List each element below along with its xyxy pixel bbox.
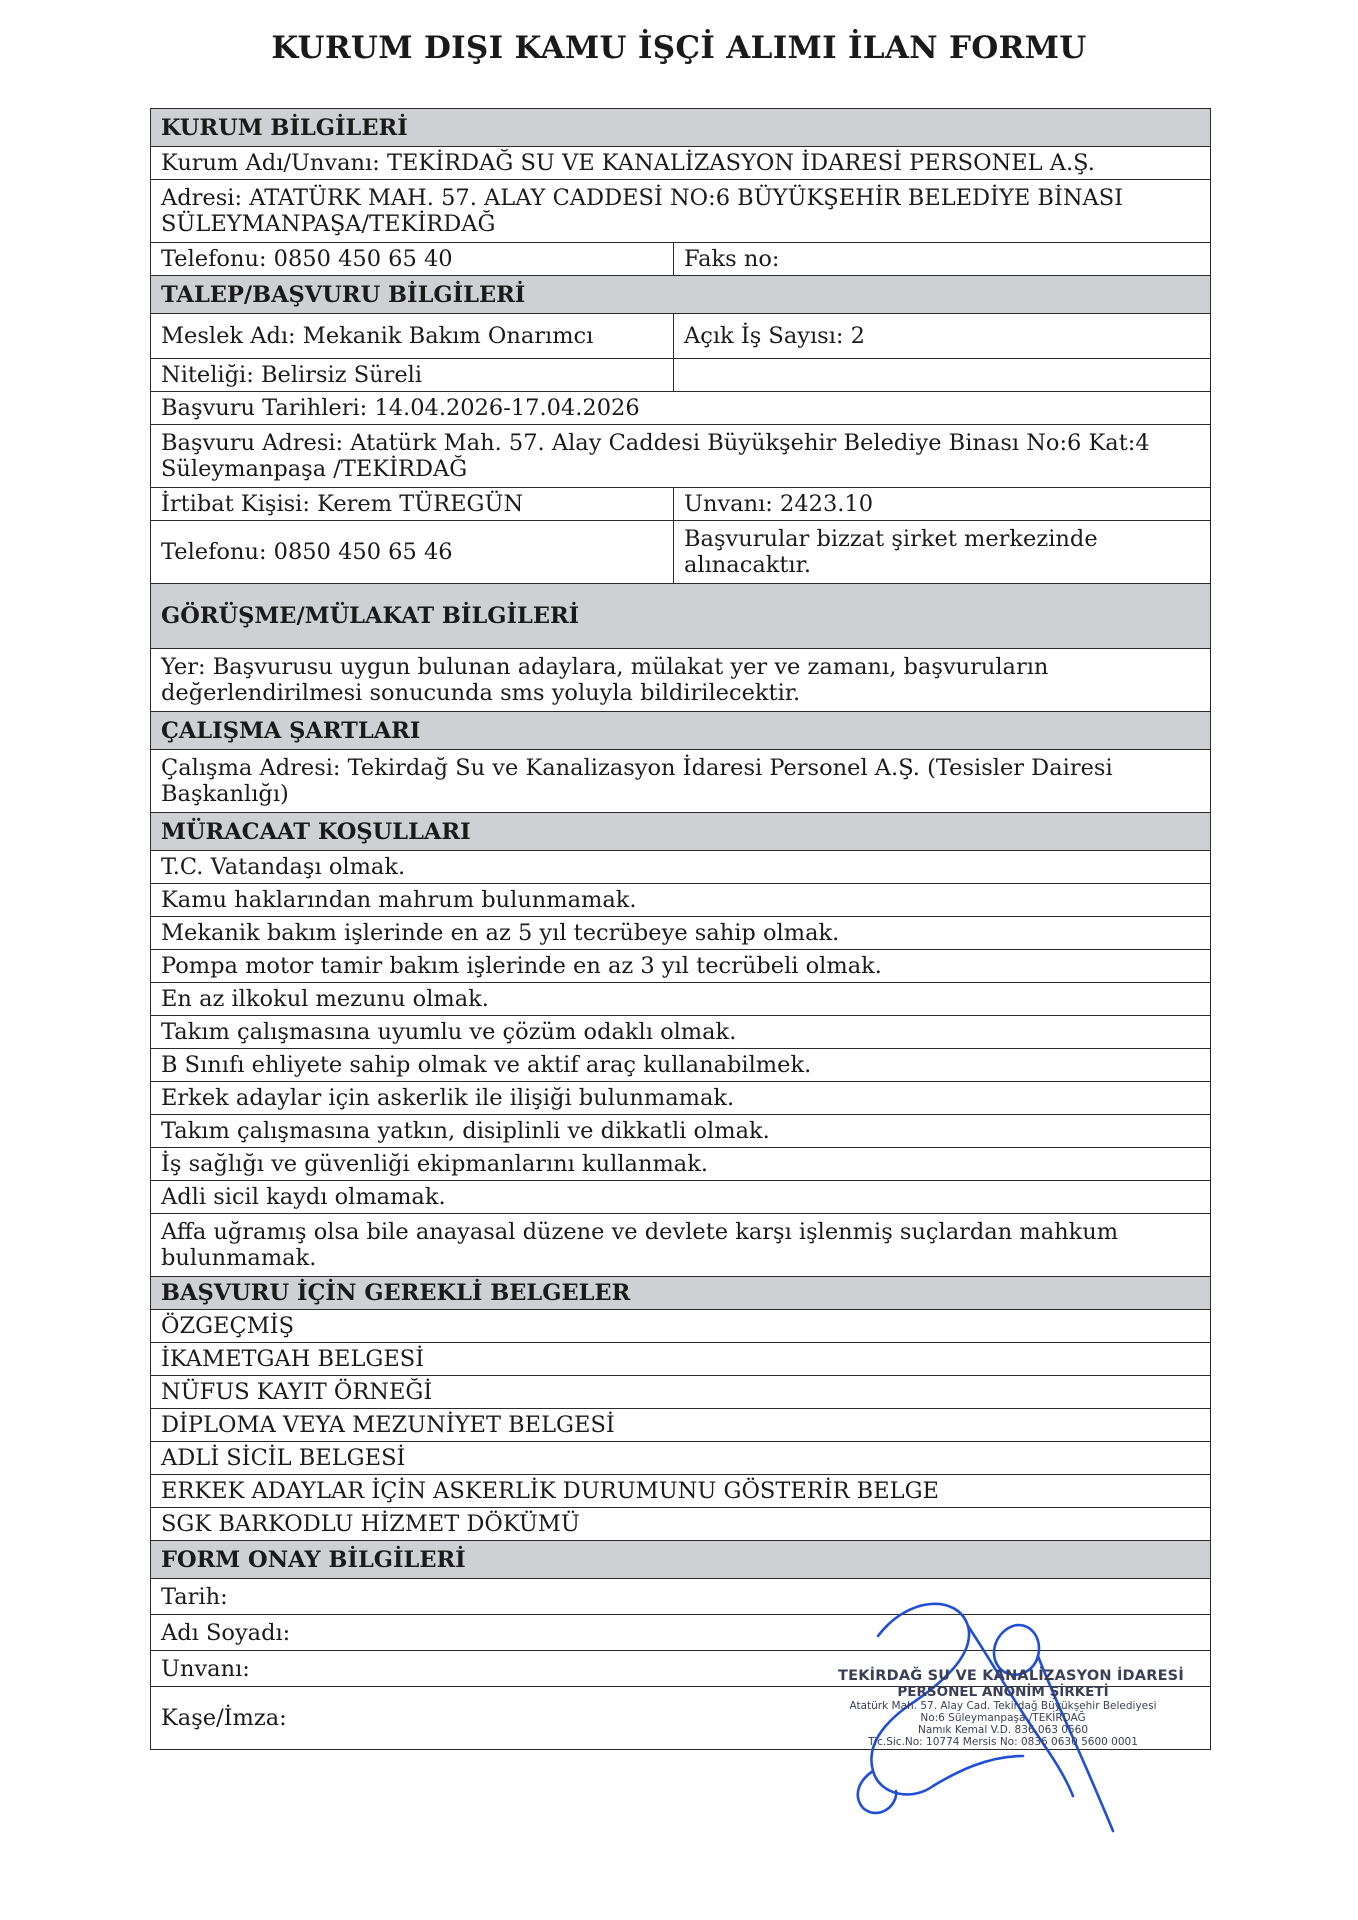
muracaat-item: Takım çalışmasına uyumlu ve çözüm odaklı olmak. [151, 1016, 1211, 1049]
section-header-calisma: ÇALIŞMA ŞARTLARI [151, 712, 1211, 750]
section-header-belgeler: BAŞVURU İÇİN GEREKLİ BELGELER [151, 1277, 1211, 1310]
kurum-address: Adresi: ATATÜRK MAH. 57. ALAY CADDESİ NO:6 BÜYÜKŞEHİR BELEDİYE BİNASI SÜLEYMANPAŞA/TEKİRDAĞ [151, 180, 1211, 243]
section-header-kurum: KURUM BİLGİLERİ [151, 109, 1211, 147]
stamp-line-6: Tic.Sic.No: 10774 Mersis No: 0836 0630 5600 0001 [868, 1736, 1138, 1748]
belge-item: NÜFUS KAYIT ÖRNEĞİ [151, 1376, 1211, 1409]
belge-item: DİPLOMA VEYA MEZUNİYET BELGESİ [151, 1409, 1211, 1442]
section-header-muracaat: MÜRACAAT KOŞULLARI [151, 813, 1211, 851]
stamp-line-3: Atatürk Mah. 57. Alay Cad. Tekirdağ Büyükşehir Belediyesi [849, 1700, 1157, 1712]
muracaat-item: B Sınıfı ehliyete sahip olmak ve aktif araç kullanabilmek. [151, 1049, 1211, 1082]
onay-kase-imza: Kaşe/İmza: [151, 1687, 1211, 1750]
onay-unvani: Unvanı: [151, 1651, 1211, 1687]
belge-item: ADLİ SİCİL BELGESİ [151, 1442, 1211, 1475]
muracaat-item: T.C. Vatandaşı olmak. [151, 851, 1211, 884]
stamp-line-5: Namık Kemal V.D. 836 063 0560 [918, 1724, 1088, 1736]
belge-item: ERKEK ADAYLAR İÇİN ASKERLİK DURUMUNU GÖSTERİR BELGE [151, 1475, 1211, 1508]
onay-tarih: Tarih: [151, 1579, 1211, 1615]
stamp-text [838, 1668, 1184, 1748]
announcement-form [150, 108, 1210, 1750]
calisma-adresi: Çalışma Adresi: Tekirdağ Su ve Kanalizasyon İdaresi Personel A.Ş. (Tesisler Dairesi Başkanlığı) [151, 750, 1211, 813]
stamp-line-2: PERSONEL ANONİM ŞİRKETİ [897, 1684, 1109, 1700]
section-header-gorusme: GÖRÜŞME/MÜLAKAT BİLGİLERİ [151, 584, 1211, 649]
muracaat-item: Pompa motor tamir bakım işlerinde en az 3 yıl tecrübeli olmak. [151, 950, 1211, 983]
muracaat-item: Erkek adaylar için askerlik ile ilişiği bulunmamak. [151, 1082, 1211, 1115]
belge-item: SGK BARKODLU HİZMET DÖKÜMÜ [151, 1508, 1211, 1541]
stamp-line-4: No:6 Süleymanpaşa /TEKİRDAĞ [920, 1712, 1086, 1724]
niteligi: Niteliği: Belirsiz Süreli [151, 359, 674, 392]
section-header-onay: FORM ONAY BİLGİLERİ [151, 1541, 1211, 1579]
belge-item: İKAMETGAH BELGESİ [151, 1343, 1211, 1376]
kurum-name: Kurum Adı/Unvanı: TEKİRDAĞ SU VE KANALİZASYON İDARESİ PERSONEL A.Ş. [151, 147, 1211, 180]
muracaat-item: Adli sicil kaydı olmamak. [151, 1181, 1211, 1214]
mulakat-yer: Yer: Başvurusu uygun bulunan adaylara, mülakat yer ve zamanı, başvuruların değerlendirilmesi sonucunda sms yoluyla bildirilecektir. [151, 649, 1211, 712]
belge-item: ÖZGEÇMİŞ [151, 1310, 1211, 1343]
form-table [150, 108, 1211, 1750]
muracaat-item: Mekanik bakım işlerinde en az 5 yıl tecrübeye sahip olmak. [151, 917, 1211, 950]
onay-adi-soyadi: Adı Soyadı: [151, 1615, 1211, 1651]
section-header-talep: TALEP/BAŞVURU BİLGİLERİ [151, 276, 1211, 314]
muracaat-item: Affa uğramış olsa bile anayasal düzene ve devlete karşı işlenmiş suçlardan mahkum bulunmamak. [151, 1214, 1211, 1277]
muracaat-item: Kamu haklarından mahrum bulunmamak. [151, 884, 1211, 917]
muracaat-item: Takım çalışmasına yatkın, disiplinli ve dikkatli olmak. [151, 1115, 1211, 1148]
company-stamp-and-signature [838, 1596, 1184, 1846]
meslek-adi: Meslek Adı: Mekanik Bakım Onarımcı [151, 314, 674, 359]
irtibat-telefonu: Telefonu: 0850 450 65 46 [151, 521, 674, 584]
basvuru-adresi: Başvuru Adresi: Atatürk Mah. 57. Alay Caddesi Büyükşehir Belediye Binası No:6 Kat:4 Süleymanpaşa /TEKİRDAĞ [151, 425, 1211, 488]
acik-is-sayisi: Açık İş Sayısı: 2 [674, 314, 1211, 359]
irtibat-unvani: Unvanı: 2423.10 [674, 488, 1211, 521]
page-title: KURUM DIŞI KAMU İŞÇİ ALIMI İLAN FORMU [271, 30, 1087, 66]
kurum-fax: Faks no: [674, 243, 1211, 276]
niteligi-empty [674, 359, 1211, 392]
muracaat-item: İş sağlığı ve güvenliği ekipmanlarını kullanmak. [151, 1148, 1211, 1181]
basvuru-tarihleri: Başvuru Tarihleri: 14.04.2026-17.04.2026 [151, 392, 1211, 425]
stamp-line-1: TEKİRDAĞ SU VE KANALİZASYON İDARESİ [838, 1668, 1184, 1684]
irtibat-kisisi: İrtibat Kişisi: Kerem TÜREGÜN [151, 488, 674, 521]
muracaat-item: En az ilkokul mezunu olmak. [151, 983, 1211, 1016]
basvuru-notu: Başvurular bizzat şirket merkezinde alınacaktır. [674, 521, 1211, 584]
kurum-phone: Telefonu: 0850 450 65 40 [151, 243, 674, 276]
